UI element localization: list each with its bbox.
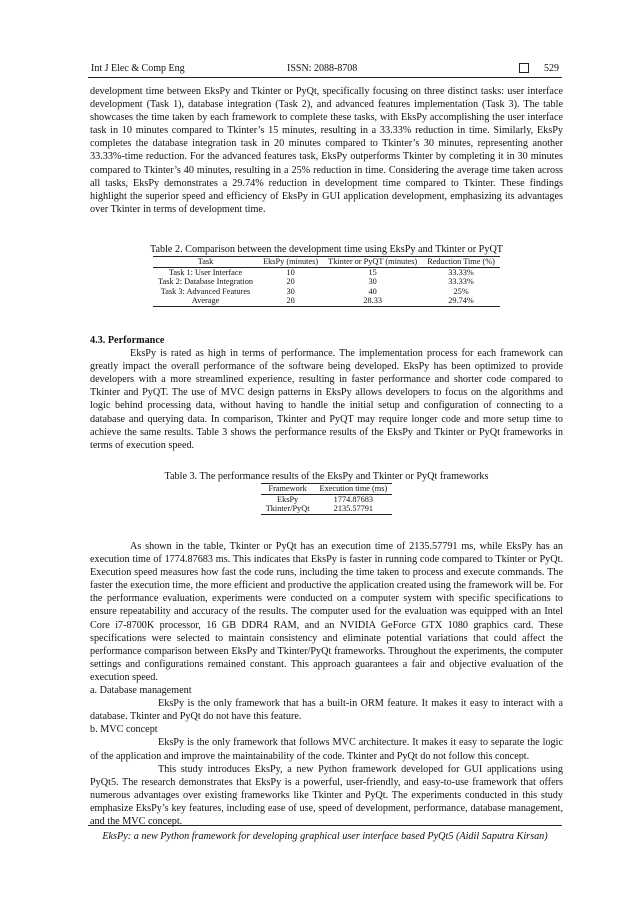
table-row — [261, 504, 393, 514]
item-a-text: EksPy is the only framework that has a built-in ORM feature. It makes it easy to interact with a database. Tkinter and PyQt do not have this feature. — [90, 698, 563, 723]
table-cell: Task 2: Database Integration — [158, 277, 254, 287]
table-cell: 10 — [286, 267, 295, 277]
section-4-3 — [90, 334, 563, 452]
table-cell: 2135.57791 — [315, 504, 393, 514]
item-a-label: a. Database management — [90, 685, 192, 697]
table-cell: 15 — [368, 267, 377, 277]
table-row — [153, 296, 500, 306]
table-header-row — [261, 484, 393, 495]
running-footer: EksPy: a new Python framework for developing graphical user interface based PyQt5 (Aidil Saputra Kirsan) — [88, 825, 562, 843]
table-row — [261, 494, 393, 504]
table-cell: Task 3: Advanced Features — [160, 286, 251, 296]
table-header-row — [153, 257, 500, 268]
journal-name: Int J Elec & Comp Eng — [91, 63, 185, 74]
table-cell: 33.33% — [448, 267, 474, 277]
table-row — [153, 277, 500, 287]
running-header — [88, 61, 562, 78]
table-cell: 1774.87683 — [333, 494, 374, 504]
table2 — [153, 256, 500, 307]
table-header-cell: Reduction Time (%) — [422, 257, 500, 268]
table-header-cell: Task — [153, 257, 258, 268]
item-b-text: EksPy is the only framework that follows MVC architecture. It makes it easy to separate the logic of the application and improve the maintainability of the code. Tkinter and PyQt do not follow this concept. — [90, 737, 563, 762]
paragraph-execution: As shown in the table, Tkinter or PyQt has an execution time of 2135.57791 ms, while EksPy has an execution time of 1774.87683 ms. This indicates that EksPy is faster in running code compared to Tkinter or PyQt. Execution speed measures how fast the code runs, including the time taken to process and execute commands. The faster the execution time, the more efficient and productive the application created using the framework will be. For the performance evaluation, experiments were conducted on a computer system with specific specifications to ensure repeatability and accuracy of the results. The computer used for the evaluation was equipped with an Intel Core i7-8700K processor, 16 GB DDR4 RAM, and an NVIDIA GeForce GTX 1080 graphics card. These specifications were selected to maintain consistency and eliminate potential variations that could affect the performance comparison between EksPy and Tkinter/PyQt frameworks. Throughout the experiments, the computer settings and configurations remained constant. This approach guarantees a fair and objective evaluation of the execution speed. — [90, 541, 563, 683]
issn: ISSN: 2088-8708 — [287, 63, 358, 74]
table3-block — [90, 470, 563, 515]
discussion-block — [90, 540, 563, 828]
table-cell: Tkinter/PyQt — [261, 504, 315, 514]
table-row — [153, 267, 500, 277]
table-cell: 20 — [286, 277, 295, 287]
table-cell: 33.33% — [448, 277, 474, 287]
square-bullet-icon — [519, 63, 529, 73]
page-number: 529 — [544, 63, 559, 74]
table-cell: Average — [153, 296, 258, 306]
table-cell: 20 — [258, 296, 323, 306]
table3-caption: Table 3. The performance results of the EksPy and Tkinter or PyQt frameworks — [164, 471, 489, 482]
table-cell: 30 — [286, 286, 295, 296]
paragraph-conclusion: This study introduces EksPy, a new Python framework developed for GUI applications using PyQt5. The research demonstrates that EksPy is a powerful, user-friendly, and easy-to-use framework that offers numerous advantages over existing frameworks like Tkinter and PyQt. The experiments conducted in this study emphasize EksPy’s key features, including ease of use, speed of development, performance, database management, and the MVC concept. — [90, 763, 563, 827]
table-header-cell: Execution time (ms) — [315, 484, 393, 495]
table2-block — [90, 243, 563, 307]
table-cell: 28.33 — [323, 296, 422, 306]
item-b-label: b. MVC concept — [90, 724, 158, 736]
table-cell: EksPy — [277, 494, 299, 504]
table-cell: 30 — [368, 277, 377, 287]
table-row — [153, 287, 500, 297]
paragraph-performance: EksPy is rated as high in terms of performance. The implementation process for each framework can greatly impact the overall performance of the software being developed. EksPy has been optimized to provide developers with a more streamlined experience, resulting in faster performance and shorter code compared to Tkinter and PyQT. The use of MVC design patterns in EksPy allows developers to focus on the algorithms and logic behind processing data, without having to handle the initial setup and configuration of connecting to a database and querying data. In comparison, Tkinter and PyQT may require longer code and more setup time to achieve the same results. Table 3 shows the performance results of the EksPy and Tkinter or PyQt frameworks in terms of execution speed. — [90, 348, 563, 451]
paragraph-results: development time between EksPy and Tkinter or PyQt, specifically focusing on three distinct tasks: user interface development (Task 1), database integration (Task 2), and advanced features implementation (Task 3). The table showcases the time taken by each framework to complete these tasks, with EksPy accomplishing the user interface task in 10 minutes compared to Tkinter’s 15 minutes, resulting in a 33.33% reduction in time. Similarly, EksPy completes the database integration task in 20 minutes compared to Tkinter’s 30 minutes, representing another 33.33%-time reduction. For the advanced features task, EksPy outperforms Tkinter by completing it in 30 minutes compared to Tkinter’s 40 minutes, resulting in a 25% reduction in time. Considering the average time taken across all tasks, EksPy demonstrates a 29.74% reduction in development time compared to Tkinter. These findings highlight the superior speed and efficiency of EksPy in GUI application development, emphasizing its advantages over Tkinter in terms of development time. — [90, 86, 563, 215]
table-header-cell: EksPy (minutes) — [258, 257, 323, 268]
table-cell: Task 1: User Interface — [168, 267, 243, 277]
table-cell: 40 — [368, 286, 377, 296]
table3 — [261, 483, 393, 515]
section-heading: 4.3. Performance — [90, 335, 165, 346]
table-cell: 25% — [453, 286, 469, 296]
table-header-cell: Framework — [261, 484, 315, 495]
table-cell: 29.74% — [422, 296, 500, 306]
table-header-cell: Tkinter or PyQT (minutes) — [323, 257, 422, 268]
table2-caption: Table 2. Comparison between the development time using EksPy and Tkinter or PyQT — [149, 244, 504, 255]
